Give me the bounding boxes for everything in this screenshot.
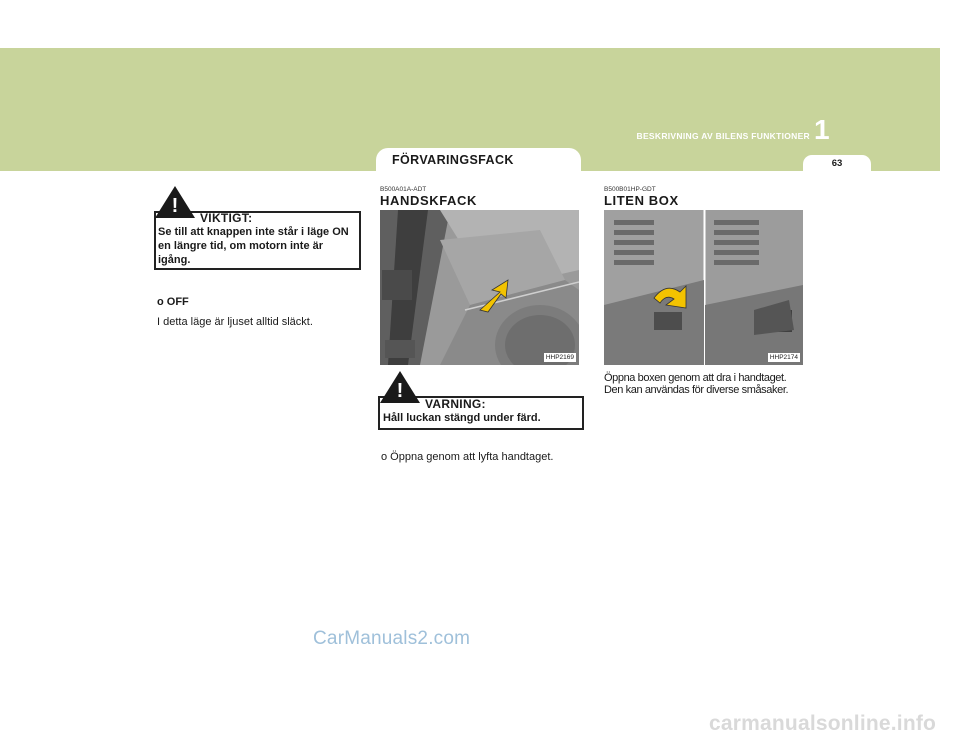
glovebox-illustration [380, 210, 579, 365]
warning-title: VARNING: [425, 397, 486, 411]
small-box-illustration [604, 210, 803, 365]
image-code: HHP2174 [769, 354, 798, 361]
small-box-photo [604, 210, 803, 365]
small-box-text-line2: Den kan användas för diverse småsaker. [604, 384, 789, 396]
page-number-tab [803, 155, 871, 172]
section-code: B500B01HP-GDT [604, 186, 656, 193]
glovebox-photo [380, 210, 579, 365]
watermark-left: CarManuals2.com [313, 628, 471, 649]
section-heading: HANDSKFACK [380, 193, 477, 208]
section-code: B500A01A-ADT [380, 186, 427, 193]
warning-text: Se till att knappen inte står i läge ON en längre tid, om motorn inte är igång. [158, 226, 349, 266]
watermark-right: carmanualsonline.info [709, 712, 937, 735]
warning-triangle-icon: ! [155, 186, 195, 218]
bullet-text: o Öppna genom att lyfta handtaget. [381, 451, 554, 463]
small-box-text-line1: Öppna boxen genom att dra i handtaget. [604, 372, 787, 384]
warning-title: VIKTIGT: [200, 211, 253, 225]
chapter-title: BESKRIVNING AV BILENS FUNKTIONER [636, 131, 810, 141]
section-title: FÖRVARINGSFACK [392, 153, 514, 167]
off-label: o OFF [157, 296, 189, 308]
chapter-number: 1 [814, 114, 830, 145]
image-code: HHP2169 [545, 354, 574, 361]
section-tab [376, 148, 581, 172]
off-text: I detta läge är ljuset alltid släckt. [157, 316, 313, 328]
warning-triangle-icon: ! [380, 371, 420, 403]
section-heading: LITEN BOX [604, 193, 679, 208]
page-number: 63 [831, 158, 843, 169]
warning-text: Håll luckan stängd under färd. [383, 412, 541, 424]
